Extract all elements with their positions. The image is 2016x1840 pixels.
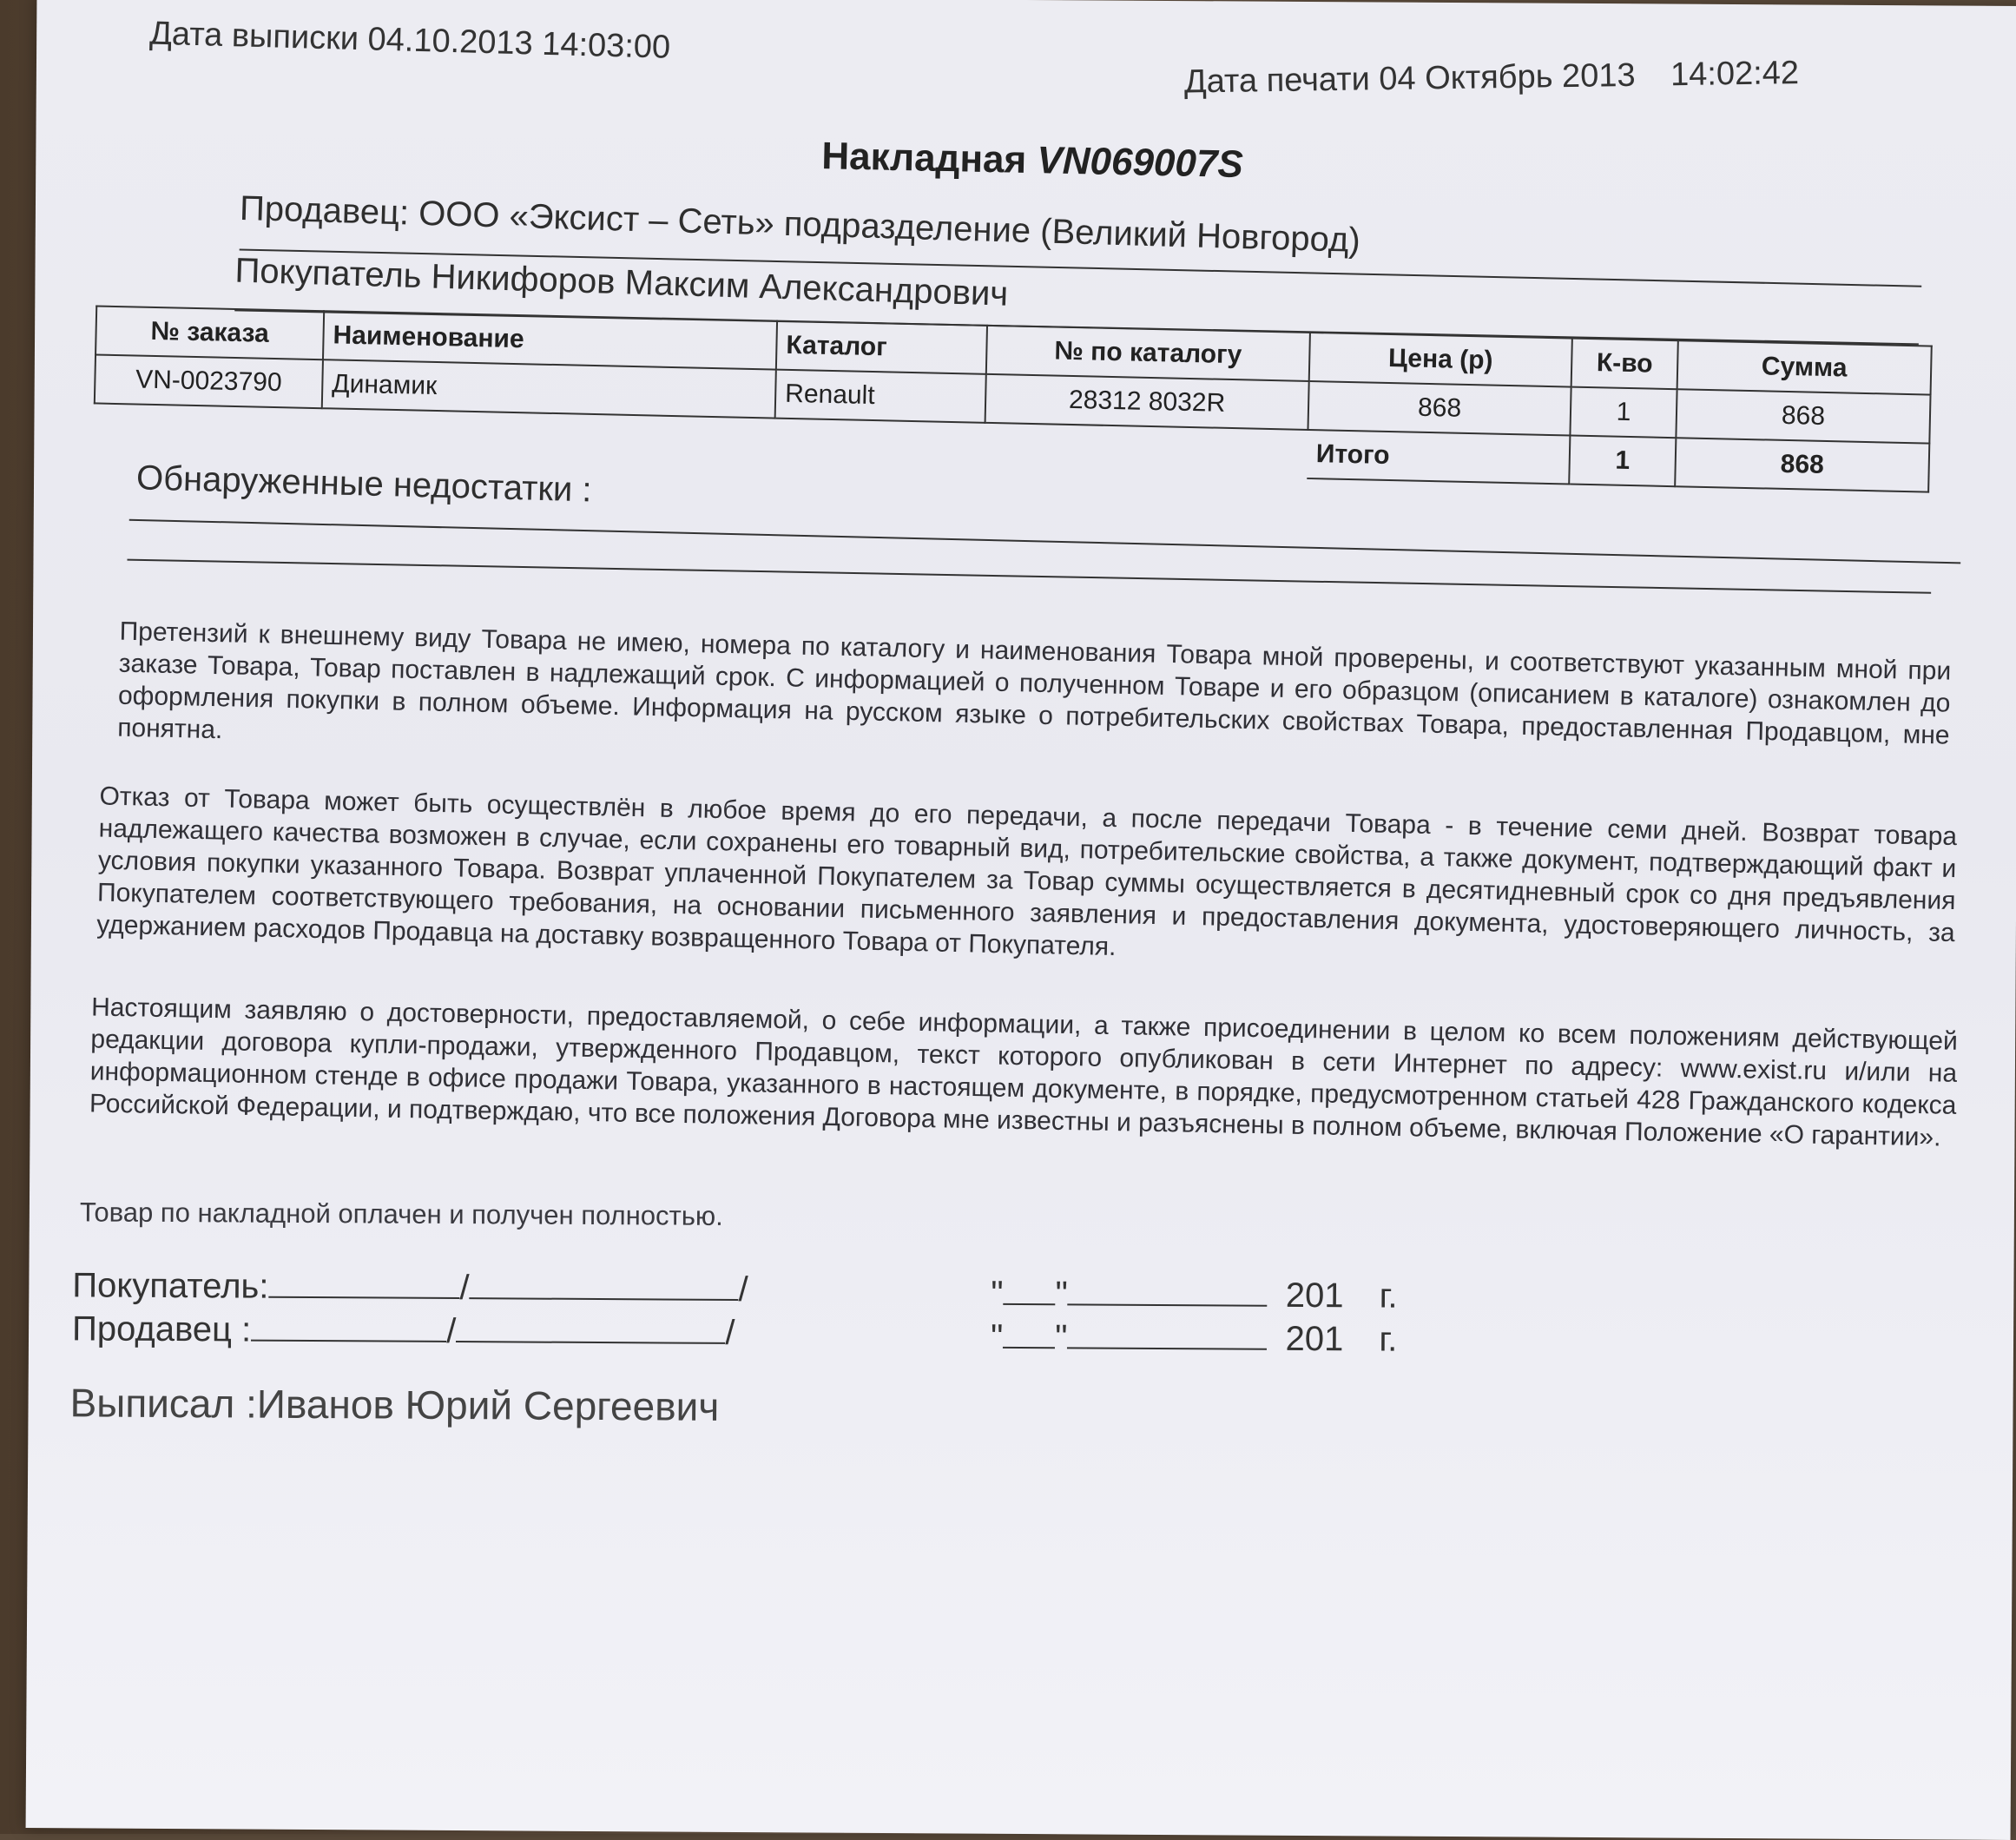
buyer-signature-blank [268,1270,459,1299]
paragraph-refusal: Отказ от Товара может быть осуществлён в любое время до его передачи, а после передачи Товара - в течение семи дней. Возврат товара надлежащего качества возможен в случае, если сохранены его товарный вид, потребительские свойства, а также документ, подтверждающий факт и условия покупки указанного Товара. Возврат уплаченной Покупателем за Товар суммы осуществляется в десятидневный срок со дня предъявления Покупателем соответствующего требования, на основании письменного заявления и предоставления документа, удостоверяющего личность, за удержанием расходов Продавца на доставку возвращенного Товара от Покупателя. [96,782,1958,962]
total-label: Итого [1307,430,1570,485]
title-label: Накладная [820,135,1027,181]
header-price: Цена (р) [1309,333,1572,387]
cell-catalog: Renault [775,370,986,423]
seller-date-row: " " 201 г. [990,1317,1398,1359]
document-title [821,135,1243,187]
buyer-date-row: " " 201 г. [991,1274,1398,1316]
seller-line: Продавец: ООО «Эксист – Сеть» подразделение (Великий Новгород) [239,188,1361,260]
defects-line-1 [129,519,1960,564]
print-date [1184,55,1800,102]
paragraph-paid: Товар по накладной оплачен и получен полностью. [79,1197,723,1231]
invoice-number: VN069007S [1036,139,1244,186]
header-sum: Сумма [1677,340,1932,394]
seller-signature-blank [251,1314,446,1342]
cell-price: 868 [1308,381,1571,436]
defects-line-2 [127,559,1931,594]
defects-label: Обнаруженные недостатки : [135,458,593,510]
cell-sum: 868 [1676,389,1930,443]
buyer-year: 201 [1285,1276,1344,1316]
buyer-name-blank [469,1271,738,1301]
cell-quantity: 1 [1570,387,1677,439]
buyer-date-blank [1068,1277,1268,1306]
issue-date: Дата выписки 04.10.2013 14:03:00 [148,15,671,66]
buyer-line: Покупатель Никифоров Максим Александрович [234,251,1009,313]
cell-name: Динамик [322,359,776,418]
buyer-signature-label: Покупатель: [72,1266,269,1306]
header-name: Наименование [323,311,777,369]
paragraph-declaration: Настоящим заявляю о достоверности, предоставляемой, о себе информации, а также присоединении в целом ко всем положениям действующей редакции договора купли-продажи, утвержденного Продавцом, текст которого опубликован в сети Интернет по адресу: www.exist.ru и/или на информационном стенде в офисе продажи Товара, указанного в настоящем документе, в порядке, предусмотренном статьей 428 Гражданского кодекса Российской Федерации, и подтверждаю, что все положения Договора мне известны и разъяснены в полном объеме, включая Положение «О гарантии». [89,993,1959,1152]
buyer-signature-row: Покупатель: / / [72,1266,748,1309]
seller-date-blank [1067,1321,1267,1349]
seller-name-blank [456,1315,725,1344]
cell-order-number: VN-0023790 [95,354,323,408]
header-catalog-number: № по каталогу [986,326,1310,381]
total-sum: 868 [1675,438,1929,491]
seller-signature-row: Продавец : / / [71,1309,735,1352]
invoice-sheet [26,0,2016,1840]
total-quantity: 1 [1569,436,1676,487]
header-catalog: Каталог [776,321,987,374]
print-time: 14:02:42 [1670,55,1800,94]
cell-catalog-number: 28312 8032R [985,374,1309,430]
header-quantity: К-во [1571,339,1678,390]
seller-signature-label: Продавец : [71,1309,252,1349]
paragraph-claims: Претензий к внешнему виду Товара не имею, номера по каталогу и наименования Товара мной проверены, и соответствуют указанным мной при заказе Товара, Товар поставлен в надлежащий срок. С информацией о полученном Товаре и его образцом (описанием в каталоге) ознакомлен до оформления покупки в полном объеме. Информация на русском языке о потребительских свойствах Товара, предоставленная Продавцом, мне понятна. [116,617,1952,750]
print-date-text: Дата печати 04 Октябрь 2013 [1183,56,1636,101]
issued-by: Выписал :Иванов Юрий Сергеевич [69,1380,720,1429]
header-order-number: № заказа [96,306,324,359]
seller-year: 201 [1285,1319,1344,1359]
